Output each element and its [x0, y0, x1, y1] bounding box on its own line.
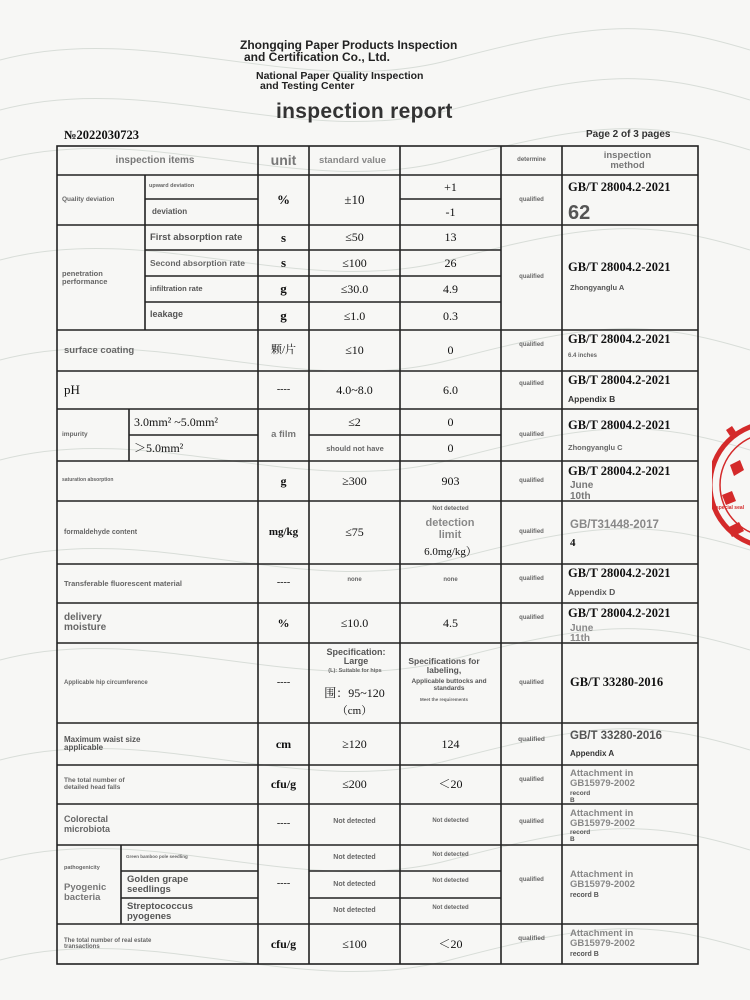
header-result — [400, 146, 501, 175]
method-fungi: Attachment in GB15979-2002 — [570, 928, 635, 949]
item-waist: Maximum waist size applicable — [64, 734, 141, 752]
standard-ph: 4.0~8.0 — [336, 382, 373, 397]
sub-infiltration: infiltration rate — [150, 284, 203, 294]
standard-waist: ≥120 — [342, 736, 367, 751]
result-second-absorption: 26 — [444, 255, 457, 270]
result-golden-grape: Not detected — [432, 877, 469, 884]
result-fungi: ＜20 — [438, 936, 463, 951]
method-quality-deviation: GB/T 28004.2-2021 — [568, 180, 671, 195]
report-title: inspection report — [276, 100, 453, 123]
standard-hip-line4: （cm） — [336, 705, 373, 718]
result-waist: 124 — [441, 736, 460, 751]
determine-quality-deviation: qualified — [519, 196, 544, 203]
unit-second-absorption: s — [280, 255, 287, 271]
result-hip-line3: Meet the requirements — [419, 696, 468, 702]
method-extra-fluorescent: Appendix D — [568, 586, 616, 597]
method-ph: GB/T 28004.2-2021 — [568, 373, 671, 388]
method-extra-fungi: record B — [570, 951, 599, 959]
standard-green-bamboo: Not detected — [333, 854, 376, 862]
result-streptococcus: Not detected — [432, 904, 469, 911]
header-determine: determine — [517, 157, 546, 164]
method-extra-ph: Appendix B — [568, 393, 616, 404]
standard-quality-deviation: ±10 — [344, 192, 365, 208]
report-number: №2022030723 — [64, 128, 140, 142]
result-infiltration: 4.9 — [443, 281, 458, 296]
result-downward-deviation: -1 — [445, 204, 456, 219]
testing-center — [256, 71, 516, 91]
sub-deviation: deviation — [152, 206, 188, 216]
sub-impurity-large: ＞5.0mm² — [134, 440, 184, 455]
method-extra-penetration: Zhongyanglu A — [570, 283, 625, 293]
header-unit: unit — [270, 152, 297, 169]
method-extra-impurity: Zhongyanglu C — [568, 443, 623, 453]
method-penetration: GB/T 28004.2-2021 — [568, 260, 671, 275]
method-extra-bacteria: record B — [570, 790, 591, 804]
standard-hip-line3: 围：95~120 — [324, 685, 385, 700]
header-method: inspection method — [603, 150, 652, 171]
unit-waist: cm — [275, 736, 292, 751]
determine-surface-coating: qualified — [519, 341, 544, 348]
unit-leakage: g — [280, 308, 287, 324]
method-coliform: Attachment in GB15979-2002 — [570, 808, 635, 829]
unit-surface-coating: 颗/片 — [270, 343, 297, 356]
method-impurity: GB/T 28004.2-2021 — [568, 418, 671, 433]
unit-impurity: a film — [271, 429, 296, 441]
unit-fungi: cfu/g — [270, 936, 297, 951]
method-surface-coating: GB/T 28004.2-2021 — [568, 332, 671, 347]
result-formaldehyde-bottom: 6.0mg/kg） — [424, 546, 477, 559]
seal-label: special seal — [715, 505, 745, 512]
standard-first-absorption: ≤50 — [345, 230, 364, 245]
determine-formaldehyde: qualified — [519, 529, 544, 536]
company-name — [240, 39, 540, 63]
method-bacteria: Attachment in GB15979-2002 — [570, 768, 635, 789]
standard-leakage: ≤1.0 — [343, 308, 366, 323]
result-first-absorption: 13 — [444, 230, 457, 245]
item-fungi: The total number of real estate transactions — [64, 937, 152, 950]
method-waist: GB/T 33280-2016 — [570, 729, 663, 742]
result-leakage: 0.3 — [443, 308, 458, 323]
determine-impurity: qualified — [519, 431, 544, 438]
sub-second-absorption: Second absorption rate — [150, 257, 245, 268]
unit-bacteria: cfu/g — [270, 777, 297, 792]
standard-surface-coating: ≤10 — [345, 343, 364, 358]
item-formaldehyde: formaldehyde content — [64, 528, 138, 536]
unit-ph: ---- — [276, 383, 291, 395]
page-number: Page 2 of 3 pages — [586, 129, 671, 140]
result-coliform: Not detected — [432, 817, 469, 824]
standard-infiltration: ≤30.0 — [340, 281, 369, 296]
method-extra-moisture: June 11th — [570, 622, 594, 644]
result-bacteria: ＜20 — [438, 777, 463, 792]
official-seal-stamp — [712, 410, 750, 560]
unit-first-absorption: s — [280, 229, 287, 245]
determine-fungi: qualified — [518, 934, 545, 942]
standard-coliform: Not detected — [333, 818, 376, 826]
method-extra-pathogenic: record B — [570, 892, 599, 900]
standard-saturation: ≥300 — [342, 473, 367, 488]
unit-quality-deviation: % — [277, 192, 290, 208]
method-extra-surface-coating: 6.4 inches — [568, 352, 598, 359]
standard-second-absorption: ≤100 — [342, 255, 367, 270]
result-moisture: 4.5 — [443, 615, 458, 630]
result-saturation: 903 — [441, 473, 460, 488]
result-surface-coating: 0 — [447, 343, 454, 358]
standard-golden-grape: Not detected — [333, 880, 376, 888]
determine-bacteria: qualified — [519, 776, 544, 783]
unit-coliform: ---- — [276, 818, 291, 830]
sub-leakage: leakage — [150, 309, 184, 320]
unit-formaldehyde: mg/kg — [268, 525, 299, 538]
item-surface-coating: surface coating — [64, 344, 135, 356]
standard-streptococcus: Not detected — [333, 907, 376, 915]
item-pathogenicity: pathogenicity — [64, 865, 100, 872]
standard-fungi: ≤100 — [342, 936, 367, 951]
sub-upward-deviation: upward deviation — [149, 183, 195, 190]
method-extra-coliform: record B — [570, 829, 591, 843]
item-fluorescent: Transferable fluorescent material — [64, 578, 182, 588]
determine-ph: qualified — [519, 380, 544, 387]
standard-hip-line1: Specification: Large — [326, 646, 386, 666]
standard-impurity-small: ≤2 — [348, 414, 361, 429]
item-bacteria: The total number of detailed head falls — [64, 776, 125, 791]
header-standard: standard value — [318, 155, 387, 167]
company-name-line1: Zhongqing Paper Products Inspection — [240, 38, 458, 52]
unit-saturation: g — [280, 473, 287, 488]
sub-green-bamboo: Green bamboo pole seedling — [126, 853, 188, 859]
result-green-bamboo: Not detected — [432, 851, 469, 858]
item-ph: pH — [64, 382, 80, 398]
method-extra-quality-deviation: 62 — [568, 201, 591, 224]
determine-hip: qualified — [519, 679, 544, 686]
company-name-line2: and Certification Co., Ltd. — [244, 50, 390, 64]
result-impurity-large: 0 — [447, 440, 454, 455]
item-saturation: saturation absorption — [62, 477, 114, 484]
item-penetration: penetration performance — [62, 268, 108, 286]
item-impurity: impurity — [62, 430, 88, 438]
result-formaldehyde-mid: detection limit — [425, 517, 475, 541]
header-items: inspection items — [115, 154, 195, 166]
result-fluorescent: none — [443, 576, 458, 583]
unit-hip: ---- — [276, 676, 291, 688]
result-hip-line2: Applicable buttocks and standards — [411, 678, 487, 692]
method-pathogenic: Attachment in GB15979-2002 — [570, 869, 635, 890]
standard-fluorescent: none — [347, 576, 362, 583]
item-moisture: delivery moisture — [64, 611, 107, 633]
unit-moisture: % — [277, 615, 290, 630]
standard-impurity-large: should not have — [326, 444, 384, 454]
result-upward-deviation: +1 — [444, 179, 457, 194]
result-ph: 6.0 — [443, 382, 458, 397]
sub-streptococcus: Streptococcus pyogenes — [127, 900, 193, 922]
determine-coliform: qualified — [519, 818, 544, 825]
item-quality-deviation: Quality deviation — [62, 195, 115, 203]
method-extra-saturation: June 10th — [570, 480, 594, 502]
method-formaldehyde: GB/T31448-2017 — [570, 518, 659, 531]
determine-moisture: qualified — [519, 614, 544, 621]
item-coliform: Colorectal microbiota — [64, 814, 111, 834]
method-saturation: GB/T 28004.2-2021 — [568, 464, 671, 479]
method-moisture: GB/T 28004.2-2021 — [568, 606, 671, 621]
sub-impurity-small: 3.0mm² ~5.0mm² — [134, 414, 219, 429]
result-formaldehyde-top: Not detected — [432, 505, 469, 512]
sub-golden-grape: Golden grape seedlings — [127, 873, 189, 895]
result-impurity-small: 0 — [447, 414, 454, 429]
method-extra-formaldehyde: 4 — [570, 537, 576, 550]
method-fluorescent: GB/T 28004.2-2021 — [568, 566, 671, 581]
determine-penetration: qualified — [519, 274, 544, 281]
testing-center-line1: National Paper Quality Inspection — [256, 70, 424, 82]
unit-infiltration: g — [280, 281, 287, 297]
determine-saturation: qualified — [519, 477, 544, 484]
standard-formaldehyde: ≤75 — [345, 525, 364, 540]
item-hip: Applicable hip circumference — [64, 679, 148, 686]
standard-hip-line2: (L): Suitable for hips — [328, 668, 382, 675]
determine-fluorescent: qualified — [519, 575, 544, 582]
item-pyogenic-bacteria: Pyogenic bacteria — [64, 882, 107, 903]
method-extra-waist: Appendix A — [570, 748, 615, 758]
standard-bacteria: ≤200 — [342, 777, 367, 792]
standard-moisture: ≤10.0 — [340, 615, 369, 630]
sub-first-absorption: First absorption rate — [150, 231, 243, 243]
method-hip: GB/T 33280-2016 — [570, 675, 664, 690]
unit-pathogenic: ---- — [276, 878, 291, 890]
testing-center-line2: and Testing Center — [260, 80, 355, 92]
determine-pathogenic: qualified — [519, 876, 544, 883]
determine-waist: qualified — [518, 735, 545, 743]
unit-fluorescent: ---- — [276, 577, 291, 589]
result-hip-line1: Specifications for labeling, — [408, 656, 480, 675]
